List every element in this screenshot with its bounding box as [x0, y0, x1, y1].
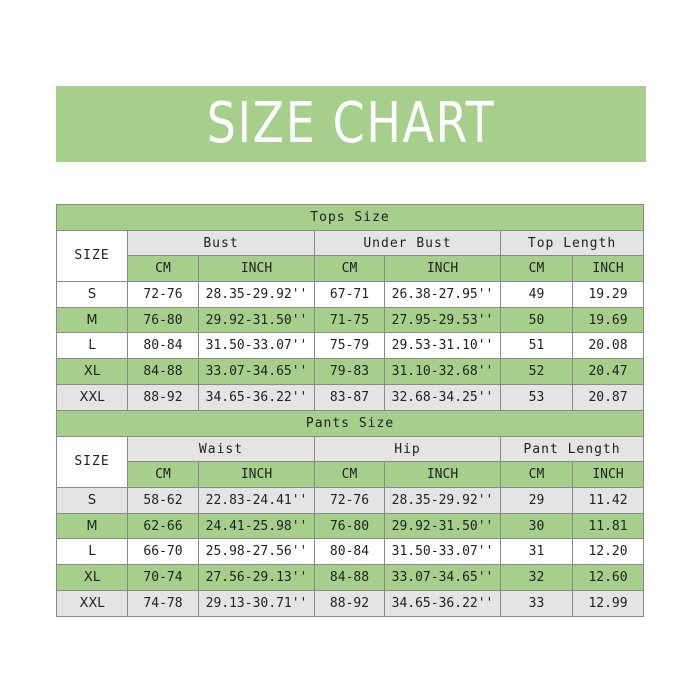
- pants-size-table: [56, 410, 644, 617]
- table-cell: 62-66: [128, 513, 199, 539]
- table-cell: 25.98-27.56'': [199, 539, 315, 565]
- size-cell: XXL: [57, 590, 128, 616]
- table-cell: 34.65-36.22'': [385, 590, 501, 616]
- table-cell: 31.50-33.07'': [385, 539, 501, 565]
- table-cell: 33.07-34.65'': [385, 565, 501, 591]
- tops-group-bust: Bust: [128, 230, 315, 256]
- table-cell: 32: [501, 565, 573, 591]
- table-cell: 32.68-34.25'': [385, 384, 501, 410]
- table-cell: 22.83-24.41'': [199, 488, 315, 514]
- table-row: [57, 539, 644, 565]
- tops-group-under-bust: Under Bust: [315, 230, 501, 256]
- table-row: [57, 565, 644, 591]
- size-cell: S: [57, 282, 128, 308]
- size-cell: XL: [57, 565, 128, 591]
- table-cell: 29: [501, 488, 573, 514]
- size-cell: L: [57, 539, 128, 565]
- table-cell: 49: [501, 282, 573, 308]
- table-cell: 88-92: [315, 590, 385, 616]
- tops-unit-header: CM: [501, 256, 573, 282]
- table-cell: 28.35-29.92'': [199, 282, 315, 308]
- table-cell: 12.99: [573, 590, 644, 616]
- table-cell: 66-70: [128, 539, 199, 565]
- table-row: [57, 513, 644, 539]
- table-cell: 67-71: [315, 282, 385, 308]
- table-cell: 27.56-29.13'': [199, 565, 315, 591]
- table-cell: 11.42: [573, 488, 644, 514]
- table-cell: 20.08: [573, 333, 644, 359]
- table-row: [57, 307, 644, 333]
- table-cell: 50: [501, 307, 573, 333]
- table-cell: 28.35-29.92'': [385, 488, 501, 514]
- table-cell: 72-76: [315, 488, 385, 514]
- table-cell: 70-74: [128, 565, 199, 591]
- table-cell: 76-80: [128, 307, 199, 333]
- pants-unit-header: CM: [315, 462, 385, 488]
- tops-section-title: Tops Size: [57, 205, 644, 231]
- table-cell: 72-76: [128, 282, 199, 308]
- pants-group-waist: Waist: [128, 436, 315, 462]
- size-cell: S: [57, 488, 128, 514]
- table-cell: 30: [501, 513, 573, 539]
- tops-unit-header: CM: [128, 256, 199, 282]
- size-cell: XL: [57, 359, 128, 385]
- tops-group-top-length: Top Length: [501, 230, 644, 256]
- table-cell: 26.38-27.95'': [385, 282, 501, 308]
- table-cell: 19.29: [573, 282, 644, 308]
- table-cell: 27.95-29.53'': [385, 307, 501, 333]
- table-cell: 84-88: [128, 359, 199, 385]
- size-cell: L: [57, 333, 128, 359]
- size-cell: M: [57, 307, 128, 333]
- size-cell: M: [57, 513, 128, 539]
- pants-group-pant-length: Pant Length: [501, 436, 644, 462]
- table-row: [57, 384, 644, 410]
- pants-size-header: SIZE: [57, 436, 128, 487]
- table-cell: 53: [501, 384, 573, 410]
- table-row: [57, 590, 644, 616]
- size-chart-banner: [56, 86, 646, 162]
- table-cell: 58-62: [128, 488, 199, 514]
- tops-unit-header: INCH: [199, 256, 315, 282]
- table-cell: 33.07-34.65'': [199, 359, 315, 385]
- table-cell: 51: [501, 333, 573, 359]
- pants-unit-header: CM: [501, 462, 573, 488]
- table-cell: 80-84: [315, 539, 385, 565]
- table-cell: 31: [501, 539, 573, 565]
- table-cell: 80-84: [128, 333, 199, 359]
- tops-size-header: SIZE: [57, 230, 128, 281]
- table-row: [57, 488, 644, 514]
- table-cell: 29.53-31.10'': [385, 333, 501, 359]
- table-cell: 31.50-33.07'': [199, 333, 315, 359]
- table-cell: 33: [501, 590, 573, 616]
- table-row: [57, 282, 644, 308]
- table-cell: 74-78: [128, 590, 199, 616]
- table-cell: 83-87: [315, 384, 385, 410]
- pants-unit-header: INCH: [573, 462, 644, 488]
- table-cell: 79-83: [315, 359, 385, 385]
- pants-unit-header: INCH: [385, 462, 501, 488]
- tops-size-table: [56, 204, 644, 411]
- table-cell: 20.87: [573, 384, 644, 410]
- page-title: SIZE CHART: [206, 91, 496, 156]
- table-cell: 88-92: [128, 384, 199, 410]
- tops-unit-header: INCH: [385, 256, 501, 282]
- table-cell: 71-75: [315, 307, 385, 333]
- table-cell: 34.65-36.22'': [199, 384, 315, 410]
- table-cell: 52: [501, 359, 573, 385]
- table-cell: 75-79: [315, 333, 385, 359]
- pants-section-title: Pants Size: [57, 411, 644, 437]
- table-row: [57, 359, 644, 385]
- size-cell: XXL: [57, 384, 128, 410]
- table-cell: 12.60: [573, 565, 644, 591]
- table-row: [57, 333, 644, 359]
- table-cell: 29.92-31.50'': [199, 307, 315, 333]
- table-cell: 24.41-25.98'': [199, 513, 315, 539]
- pants-group-hip: Hip: [315, 436, 501, 462]
- pants-unit-header: CM: [128, 462, 199, 488]
- table-cell: 29.92-31.50'': [385, 513, 501, 539]
- table-cell: 20.47: [573, 359, 644, 385]
- table-cell: 76-80: [315, 513, 385, 539]
- pants-unit-header: INCH: [199, 462, 315, 488]
- table-cell: 31.10-32.68'': [385, 359, 501, 385]
- tops-unit-header: INCH: [573, 256, 644, 282]
- table-cell: 29.13-30.71'': [199, 590, 315, 616]
- tops-unit-header: CM: [315, 256, 385, 282]
- table-cell: 84-88: [315, 565, 385, 591]
- table-cell: 11.81: [573, 513, 644, 539]
- table-cell: 19.69: [573, 307, 644, 333]
- table-cell: 12.20: [573, 539, 644, 565]
